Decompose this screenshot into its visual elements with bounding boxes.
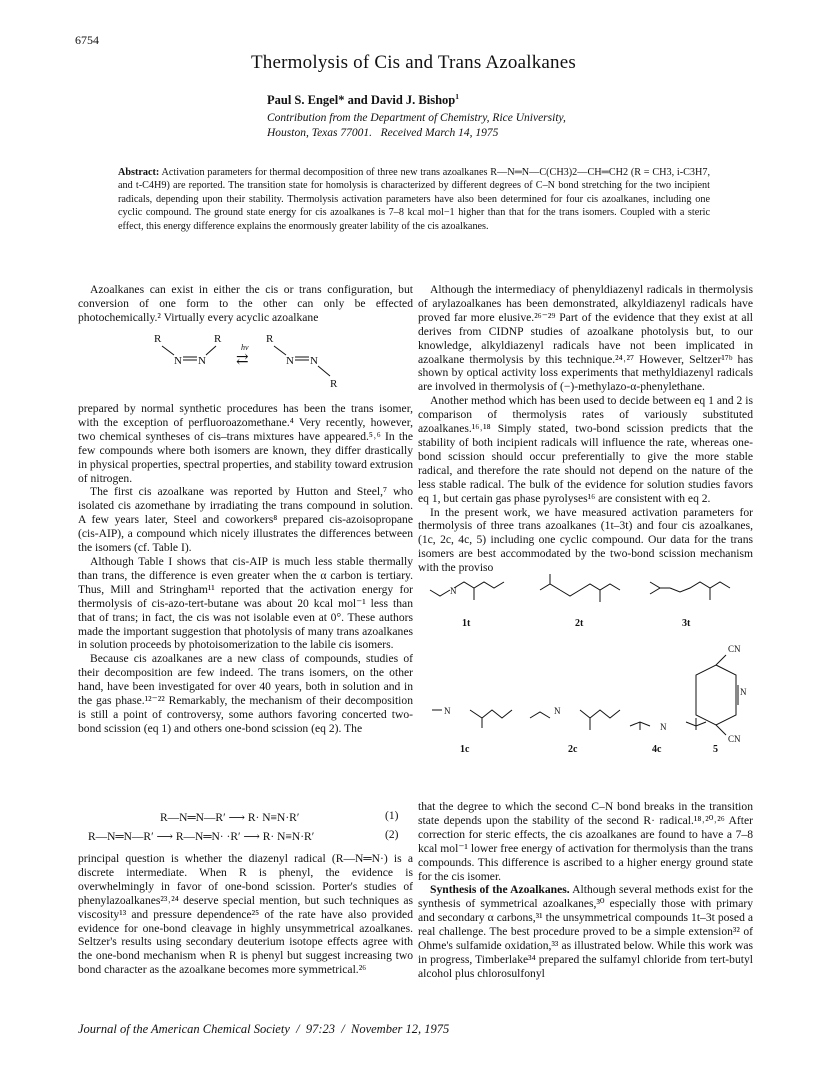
author-footnote: 1 (455, 91, 460, 101)
page-number: 6754 (75, 33, 99, 47)
equation-1: R—N═N—R′ ⟶ R· N≡N·R′ (160, 812, 300, 824)
scheme-n-3: N (286, 355, 294, 367)
azoalkane-structures (420, 560, 755, 800)
scheme-n-4: N (310, 355, 318, 367)
structure-1c-n: N (444, 706, 451, 716)
scheme-n-1: N (174, 355, 182, 367)
col2-paragraph-4: that the degree to which the second C–N bond breaks in the transition state depends upon the stability of the second R· radical.¹⁸˒²⁰˒²⁶ After correction for steric effects, the cis azoalkanes are found to have a 7–8 kcal mol⁻¹ lower free energy of activation for thermolysis than the trans compounds. This difference is ascribed to a higher energy ground state for the cis isomer. (418, 800, 753, 883)
col1-intro (78, 283, 413, 325)
journal-footer: Journal of the American Chemical Society / 97:23 / November 12, 1975 (78, 1022, 450, 1036)
structure-4c (630, 718, 706, 730)
structure-2c-n: N (554, 706, 561, 716)
equation-2: R—N═N—R′ ⟶ R—N═N· ·R′ ⟶ R· N≡N·R′ (88, 831, 315, 843)
col2-paragraph-5 (418, 883, 753, 980)
col1-paragraph-4: Although Table I shows that cis-AIP is much less stable thermally than trans, the difference is even greater when the α carbon is tertiary. Thus, Mill and Stringham¹¹ reported that the activation energy for thermolysis of cis-azo-tert-butane was about 20 kcal mol⁻¹ less than that of trans; in fact, the cis was not isolable even at 0°. These authors made the important suggestion that photolysis of many trans azoalkanes in solution proceeds by photoisomerization to the labile cis isomers. (78, 554, 413, 652)
col1-paragraph-3: The first cis azoalkane was reported by Hutton and Steel,⁷ who isolated cis azomethane by irradiating the trans compound in solution. A few years later, Steel and coworkers⁸ prepared cis-azoisopropane (cis-AIP), a compound which nicely illustrates the differences between the isomers (cf. Table I). (78, 485, 413, 555)
equation-2-number: (2) (385, 829, 399, 841)
col2-body (418, 283, 753, 575)
author-names: Paul S. Engel* and David J. Bishop (267, 93, 456, 107)
structure-1t-label: 1t (462, 618, 471, 629)
scheme-equilibrium-arrows: ⇄ (236, 352, 249, 368)
synthesis-heading: Synthesis of the Azoalkanes. (430, 883, 570, 897)
abstract-text: Activation parameters for thermal decomposition of three new trans azoalkanes R—N═N—C(CH3)2—CH═CH2 (R = CH3, i-C3H7, and t-C4H9) are reported. The transition state for homolysis is characterized by different degrees of C–N bond stretching for the two incipient radicals, depending upon their stability. Thermolysis activation parameters have also been determined for four cis azoalkanes, including one cyclic compound. The ground state energy for cis azoalkanes is 7–8 kcal mol−1 higher than that for the trans isomers. Coupled with a steric effect, this energy difference explains the enormously greater lability of the cis azoalkanes. (118, 167, 711, 232)
structure-2t (540, 574, 620, 602)
col1-paragraph-6: principal question is whether the diazenyl radical (R—N═N·) is a discrete intermediate. When R is phenyl, the evidence is overwhelmingly in favor of one-bond scission. Porter's studies of phenylazoalkanes²³˒²⁴ deserve special mention, but such techniques as viscosity¹³ and pressure dependence²⁵ of the rate have also provided evidence for one-bond cleavage in highly unsymmetrical azoalkanes. Seltzer's results using secondary deuterium isotope effects agree with the one-bond mechanism when R is phenyl but suggest increasing two bond character as the azoalkane becomes more symmetrical.²⁶ (78, 852, 413, 977)
scheme-r-3: R (266, 333, 274, 345)
structure-5-cn-bottom: CN (728, 734, 741, 744)
scheme-hv: hν (241, 343, 249, 352)
structure-5-n: N (740, 687, 747, 697)
structure-5-cn-top: CN (728, 644, 741, 654)
col1-continued (78, 852, 413, 977)
col1-paragraph-1: Azoalkanes can exist in either the cis or trans configuration, but conversion of one form to the other can only be effected photochemically.² Virtually every acyclic azoalkane (78, 283, 413, 324)
scheme-n-2: N (198, 355, 206, 367)
structure-4c-n: N (660, 722, 667, 732)
authors (267, 93, 459, 108)
col1-paragraph-2: prepared by normal synthetic procedures has been the trans isomer, with the exception of perfluoroazomethane.⁴ Very recently, however, two chemical syntheses of cis–trans mixtures have appeared.⁵˒⁶ In the few compounds where both isomers are known, they differ drastically in physical properties, spectral properties, and stability toward extrusion of nitrogen. (78, 402, 413, 485)
abstract-label: Abstract: (118, 167, 160, 178)
structure-3t-label: 3t (682, 618, 691, 629)
structure-2t-label: 2t (575, 618, 584, 629)
structure-1c-label: 1c (460, 744, 470, 755)
structure-4c-label: 4c (652, 744, 662, 755)
col1-paragraph-5: Because cis azoalkanes are a new class of compounds, studies of their decomposition are few indeed. The trans isomers, on the other hand, have been investigated for over 40 years, both in solution and in the gas phase.¹²⁻²² Remarkably, the mechanism of their decomposition is still a point of controversy, some authors favoring concerted two-bond scission (eq 1) and others one-bond scission (eq 2). The (78, 652, 413, 735)
affiliation-line-2: Houston, Texas 77001. Received March 14, 1975 (267, 127, 499, 139)
abstract (118, 166, 710, 233)
structure-3t (650, 582, 730, 600)
structure-2c-label: 2c (568, 744, 578, 755)
structure-1t-n: N (450, 586, 457, 596)
structure-2c (530, 710, 620, 730)
col2-paragraph-1: Although the intermediacy of phenyldiazenyl radicals in thermolysis of arylazoalkanes has been demonstrated, alkyldiazenyl radicals have proved far more elusive.²⁶⁻²⁹ Part of the evidence that they exist at all derives from CIDNP studies of azoalkane photolysis but, to our knowledge, alkyldiazenyl radicals have not been implicated in azoalkane thermolysis by this technique.²⁴˒²⁷ However, Seltzer¹⁷ᵇ has shown by optical activity loss experiments that methyldiazenyl radicals are involved in thermolysis of (−)-methylazo-α-phenylethane. (418, 283, 753, 394)
scheme-r-1: R (154, 333, 162, 345)
affiliation-line-1: Contribution from the Department of Chemistry, Rice University, (267, 112, 566, 124)
structure-5-label: 5 (713, 744, 718, 755)
equation-1-number: (1) (385, 810, 399, 822)
structure-1t (430, 582, 504, 600)
affiliation (267, 111, 566, 141)
col2-continued (418, 800, 753, 981)
col1-body (78, 402, 413, 736)
scheme-r-4: R (330, 378, 338, 390)
paper-title: Thermolysis of Cis and Trans Azoalkanes (251, 52, 576, 73)
scheme-r-2: R (214, 333, 222, 345)
col2-paragraph-2: Another method which has been used to decide between eq 1 and 2 is comparison of thermolysis rates of variously substituted azoalkanes.¹⁶˒¹⁸ Simply stated, two-bond scission predicts that the stability of both incipient radicals will influence the rate, whereas one-bond scission should occur preferentially to give the more stable radical, and therefore the rate should not depend on the nature of the less stable radical. The bulk of the evidence for solution studies favors eq 1, but certain gas phase pyrolyses¹⁶ are consistent with eq 2. (418, 394, 753, 505)
cis-trans-scheme (150, 330, 360, 400)
col2-paragraph-3: In the present work, we have measured activation parameters for thermolysis of three trans azoalkanes (1t–3t) and four cis azoalkanes, (1c, 2c, 4c, 5) including one cyclic compound. Our data for the trans isomers are best accommodated by the two-bond scission mechanism with the proviso (418, 505, 753, 575)
synthesis-text: Although several methods exist for the synthesis of symmetrical azoalkanes,³⁰ especially those with primary and secondary α carbons,³¹ the unsymmetrical compounds 1t–3t posed a real challenge. The best procedure proved to be a simple extension³² of Ohme's sulfamide oxidation,³³ as illustrated below. While this work was in progress, Timberlake³⁴ prepared the sulfamyl chloride from tert-butyl alcohol plus chlorosulfonyl (418, 883, 753, 980)
